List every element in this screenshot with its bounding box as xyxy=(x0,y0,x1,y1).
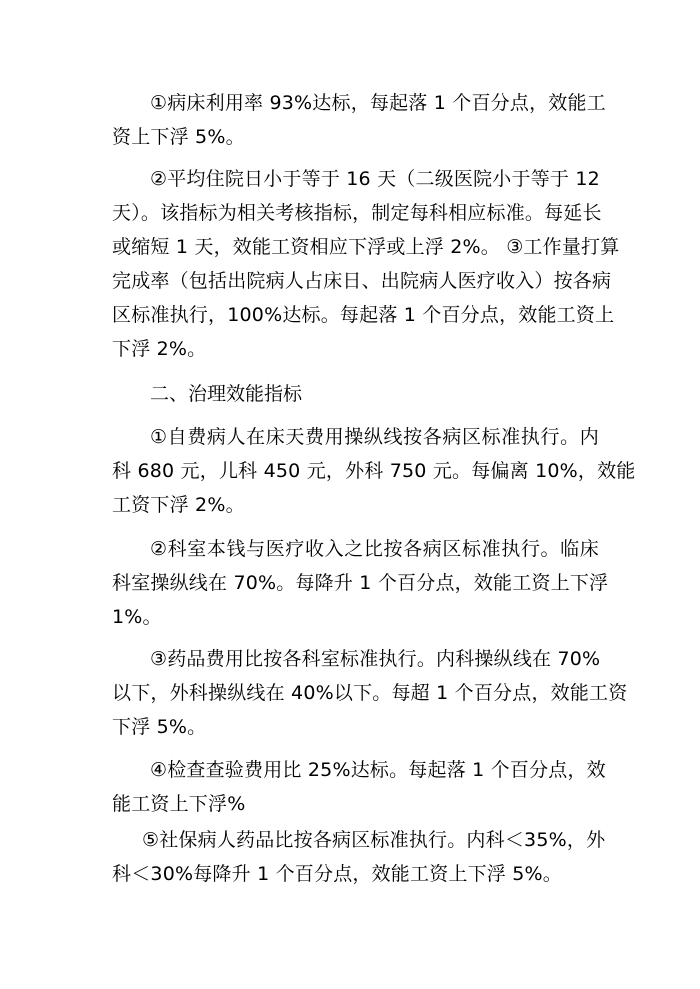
paragraph-line: ③药品费用比按各科室标准执行。内科操纵线在 70% xyxy=(150,648,601,670)
paragraph-line: 1%。 xyxy=(112,606,162,628)
paragraph-line: 工资下浮 2%。 xyxy=(112,494,245,516)
paragraph-line: ①病床利用率 93%达标，每起落 1 个百分点，效能工 xyxy=(150,92,606,114)
paragraph-line: 下浮 5%。 xyxy=(112,716,207,738)
paragraph-drug-cost xyxy=(112,642,628,744)
paragraph-line: 完成率（包括出院病人占床日、出院病人医疗收入）按各病 xyxy=(112,270,612,292)
paragraph-line: 科＜30%每降升 1 个百分点，效能工资上下浮 5%。 xyxy=(112,863,562,885)
paragraph-line: 区标准执行，100%达标。每起落 1 个百分点，效能工资上 xyxy=(112,304,615,326)
paragraph-insured-drug-ratio xyxy=(112,823,606,891)
paragraph-line: 或缩短 1 天，效能工资相应下浮或上浮 2%。 ③工作量打算 xyxy=(112,236,620,258)
paragraph-line: 以下，外科操纵线在 40%以下。每超 1 个百分点，效能工资 xyxy=(112,682,628,704)
paragraph-line: ④检查查验费用比 25%达标。每起落 1 个百分点，效 xyxy=(150,759,606,781)
paragraph-self-paid-cost xyxy=(112,420,636,522)
paragraph-average-stay xyxy=(112,162,620,366)
section-heading: 二、治理效能指标 xyxy=(150,383,303,405)
paragraph-line: 天）。该指标为相关考核指标，制定每科相应标准。每延长 xyxy=(112,202,602,224)
paragraph-line: 下浮 2%。 xyxy=(112,338,207,360)
paragraph-line: 资上下浮 5%。 xyxy=(112,126,245,148)
paragraph-line: ②科室本钱与医疗收入之比按各病区标准执行。临床 xyxy=(150,538,599,560)
paragraph-line: 科室操纵线在 70%。每降升 1 个百分点，效能工资上下浮 xyxy=(112,572,609,594)
paragraph-line: 能工资上下浮% xyxy=(112,793,246,815)
paragraph-line: ①自费病人在床天费用操纵线按各病区标准执行。内 xyxy=(150,426,599,448)
paragraph-exam-cost xyxy=(112,753,606,821)
paragraph-line: ②平均住院日小于等于 16 天（二级医院小于等于 12 xyxy=(150,168,600,190)
paragraph-bed-utilization xyxy=(112,86,606,154)
paragraph-line: ⑤社保病人药品比按各病区标准执行。内科＜35%，外 xyxy=(142,829,606,851)
paragraph-department-cost xyxy=(112,532,609,634)
paragraph-line: 科 680 元，儿科 450 元，外科 750 元。每偏离 10%，效能 xyxy=(112,460,636,482)
